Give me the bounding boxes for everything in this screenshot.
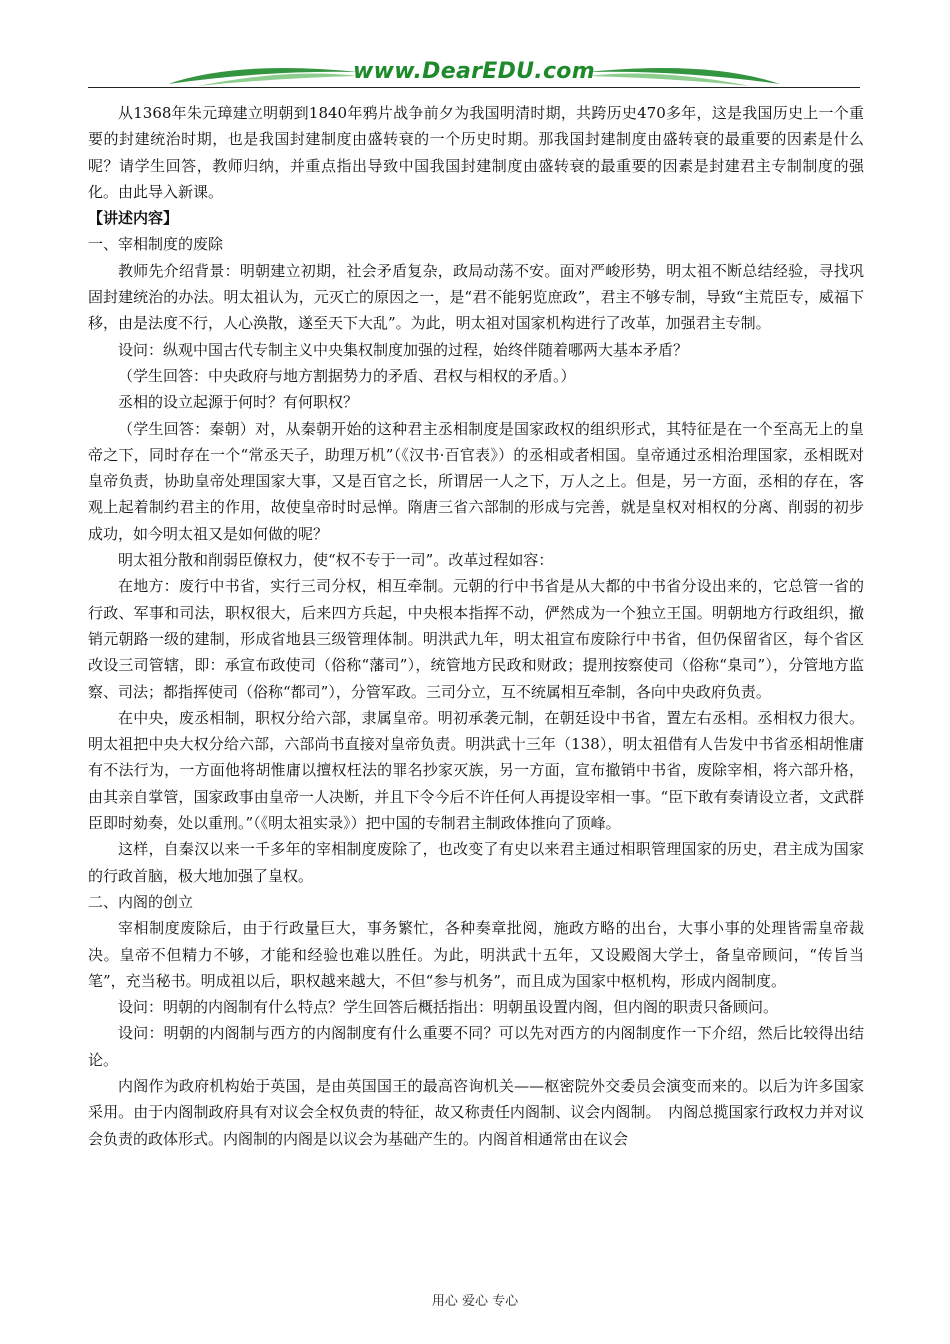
section-heading: 一、宰相制度的废除 [88,235,224,254]
paragraph: （学生回答：中央政府与地方割据势力的矛盾、君权与相权的矛盾。） [118,366,576,385]
paragraph: 在中央，废丞相制，职权分给六部，隶属皇帝。明初承袭元制，在朝廷设中书省，置左右丞相。丞相权力很大。明太祖把中央大权分给六部，六部尚书直接对皇帝负责。明洪武十三年（138），明太祖借有人告发中书省丞相胡惟庸有不法行为，一方面他将胡惟庸以擅权枉法的罪名抄家灭族，另一方面，宣布撤销中书省，废除宰相，将六部升格，由其亲自掌管，国家政事由皇帝一人决断，并且下令今后不许任何人再提设宰相一事。“臣下敢有奏请设立者，文武群臣即时劾奏，处以重刑。”（《明太祖实录》）把中国的专制君主制政体推向了顶峰。 [88,708,864,833]
paragraph: 明太祖分散和削弱臣僚权力，使“权不专于一司”。改革过程如容： [118,551,554,570]
paragraph: 在地方：废行中书省，实行三司分权，相互牵制。元朝的行中书省是从大都的中书省分设出来的，它总管一省的行政、军事和司法，职权很大，后来四方兵起，中央根本指挥不动，俨然成为一个独立王国。明朝地方行政组织，撤销元朝路一级的建制，形成省地县三级管理体制。明洪武九年，明太祖宣布废除行中书省，但仍保留省区，每个省区改设三司管辖，即：承宣布政使司（俗称“藩司”），统管地方民政和财政；提刑按察使司（俗称“臬司”），分管地方监察、司法；都指挥使司（俗称“都司”），分管军政。三司分立，互不统属相互牵制，各向中央政府负责。 [88,577,864,701]
page-header [88,56,860,90]
article-body [88,100,864,1152]
site-logo-text[interactable]: www.DearEDU.com [353,59,595,84]
paragraph: 设问：纵观中国古代专制主义中央集权制度加强的过程，始终伴随着哪两大基本矛盾？ [118,340,689,359]
paragraph: 内阁作为政府机构始于英国，是由英国国王的最高咨询机关——枢密院外交委员会演变而来的。以后为许多国家采用。由于内阁制政府具有对议会全权负责的特征，故又称责任内阁制、议会内阁制。 内阁总揽国家行政权力并对议会负责的政体形式。内阁制的内阁是以议会为基础产生的。内阁首相通常由在议会 [88,1076,864,1148]
paragraph: 这样，自秦汉以来一千多年的宰相制度废除了，也改变了有史以来君主通过相职管理国家的历史，君主成为国家的行政首脑，极大地加强了皇权。 [88,840,864,885]
page-footer: 用心 爱心 专心 [431,1294,519,1309]
paragraph: 丞相的设立起源于何时？有何职权？ [118,393,359,412]
paragraph: 教师先介绍背景：明朝建立初期，社会矛盾复杂，政局动荡不安。面对严峻形势，明太祖不断总结经验，寻找巩固封建统治的办法。明太祖认为，元灭亡的原因之一，是“君不能躬览庶政”，君主不够专制，导致“主荒臣专，威福下移，由是法度不行，人心涣散，遂至天下大乱”。为此，明太祖对国家机构进行了改革，加强君主专制。 [88,261,864,333]
section-label: 【讲述内容】 [88,209,179,228]
section-heading: 二、内阁的创立 [88,892,194,911]
paragraph: 设问：明朝的内阁制有什么特点？学生回答后概括指出：明朝虽设置内阁，但内阁的职责只备顾问。 [118,998,779,1017]
header-divider [88,87,860,88]
paragraph: 设问：明朝的内阁制与西方的内阁制度有什么重要不同？可以先对西方的内阁制度作一下介绍，然后比较得出结论。 [88,1024,864,1069]
paragraph: （学生回答：秦朝）对，从秦朝开始的这种君主丞相制度是国家政权的组织形式，其特征是在一个至高无上的皇帝之下，同时存在一个“常丞天子，助理万机”（《汉书·百官表》）的丞相或者相国。皇帝通过丞相治理国家，丞相既对皇帝负责，协助皇帝处理国家大事，又是百官之长，所谓居一人之下，万人之上。但是，另一方面，丞相的存在，客观上起着制约君主的作用，故使皇帝时时忌惮。隋唐三省六部制的形成与完善，就是皇权对相权的分离、削弱的初步成功，如今明太祖又是如何做的呢？ [88,419,864,543]
paragraph: 从1368年朱元璋建立明朝到1840年鸦片战争前夕为我国明清时期，共跨历史470多年，这是我国历史上一个重要的封建统治时期，也是我国封建制度由盛转衰的一个历史时期。那我国封建制度由盛转衰的最重要的因素是什么呢？请学生回答，教师归纳，并重点指出导致中国我国封建制度由盛转衰的最重要的因素是封建君主专制制度的强化。由此导入新课。 [88,104,864,201]
paragraph: 宰相制度废除后，由于行政量巨大，事务繁忙，各种奏章批阅，施政方略的出台，大事小事的处理皆需皇帝裁决。皇帝不但精力不够，才能和经验也难以胜任。为此，明洪武十五年，又设殿阁大学士，备皇帝顾问，“传旨当笔”，充当秘书。明成祖以后，职权越来越大，不但“参与机务”，而且成为国家中枢机构，形成内阁制度。 [88,919,864,990]
